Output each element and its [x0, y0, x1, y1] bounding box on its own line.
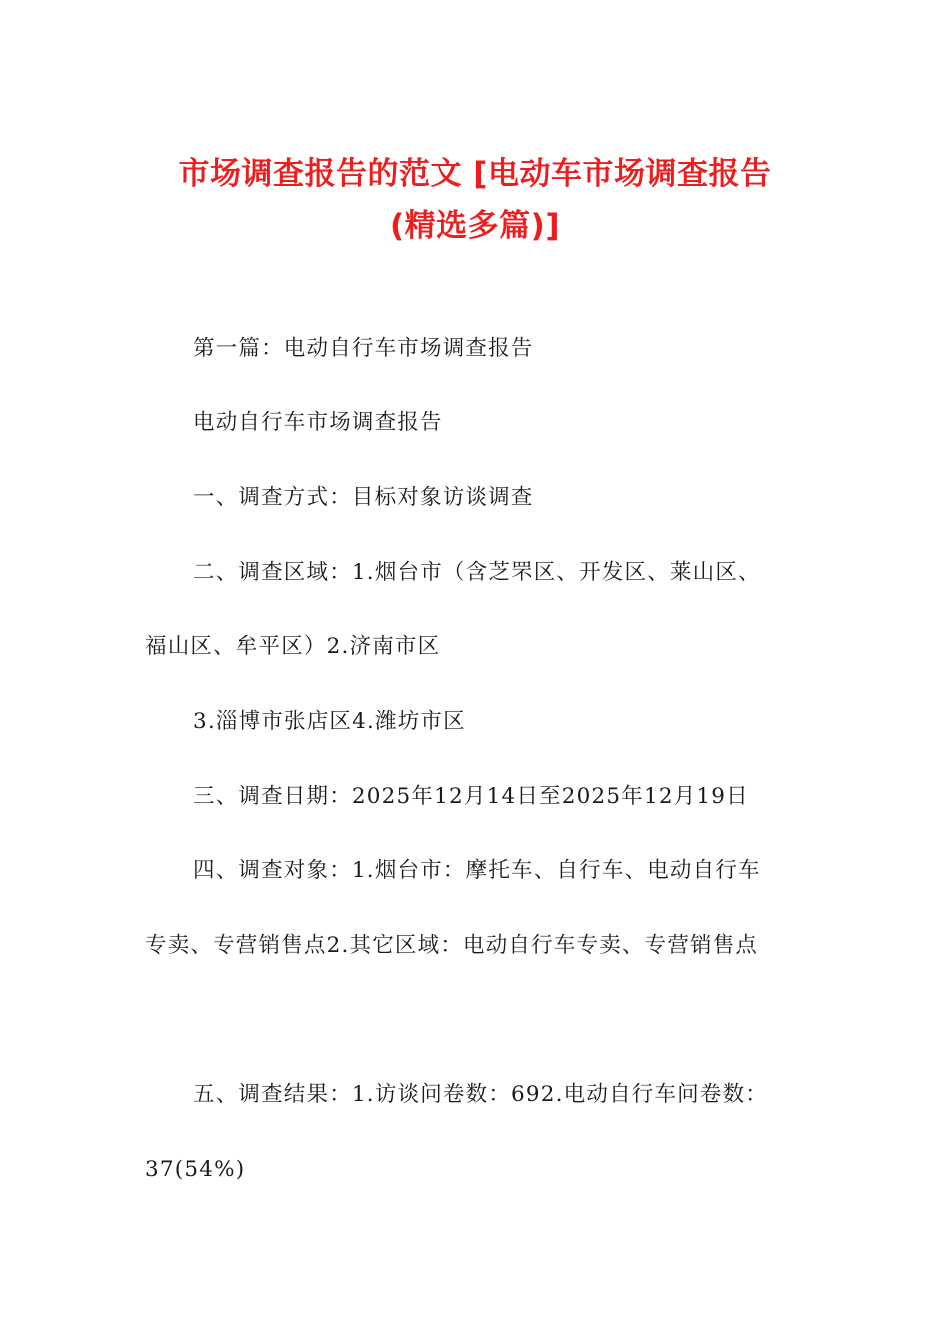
survey-region-line-1: 二、调查区域：1.烟台市（含芝罘区、开发区、莱山区、 [193, 560, 761, 585]
survey-target-line-2: 专卖、专营销售点2.其它区域：电动自行车专卖、专营销售点 [145, 933, 759, 958]
survey-method: 一、调查方式：目标对象访谈调查 [193, 485, 534, 510]
document-title [140, 148, 810, 252]
section-heading-first-article: 第一篇：电动自行车市场调查报告 [193, 336, 534, 361]
survey-result-line-1: 五、调查结果：1.访谈问卷数：692.电动自行车问卷数： [193, 1082, 768, 1107]
survey-region-line-2: 福山区、牟平区）2.济南市区 [145, 634, 441, 659]
survey-date: 三、调查日期：2025年12月14日至2025年12月19日 [193, 784, 749, 809]
survey-target-line-1: 四、调查对象：1.烟台市：摩托车、自行车、电动自行车 [193, 858, 761, 883]
title-line-1: 市场调查报告的范文 [电动车市场调查报告 [178, 156, 772, 192]
report-subtitle: 电动自行车市场调查报告 [193, 410, 443, 435]
survey-result-line-2: 37(54%) [145, 1157, 246, 1182]
survey-region-line-3: 3.淄博市张店区4.潍坊市区 [193, 709, 466, 734]
title-line-2: (精选多篇)] [389, 208, 560, 244]
